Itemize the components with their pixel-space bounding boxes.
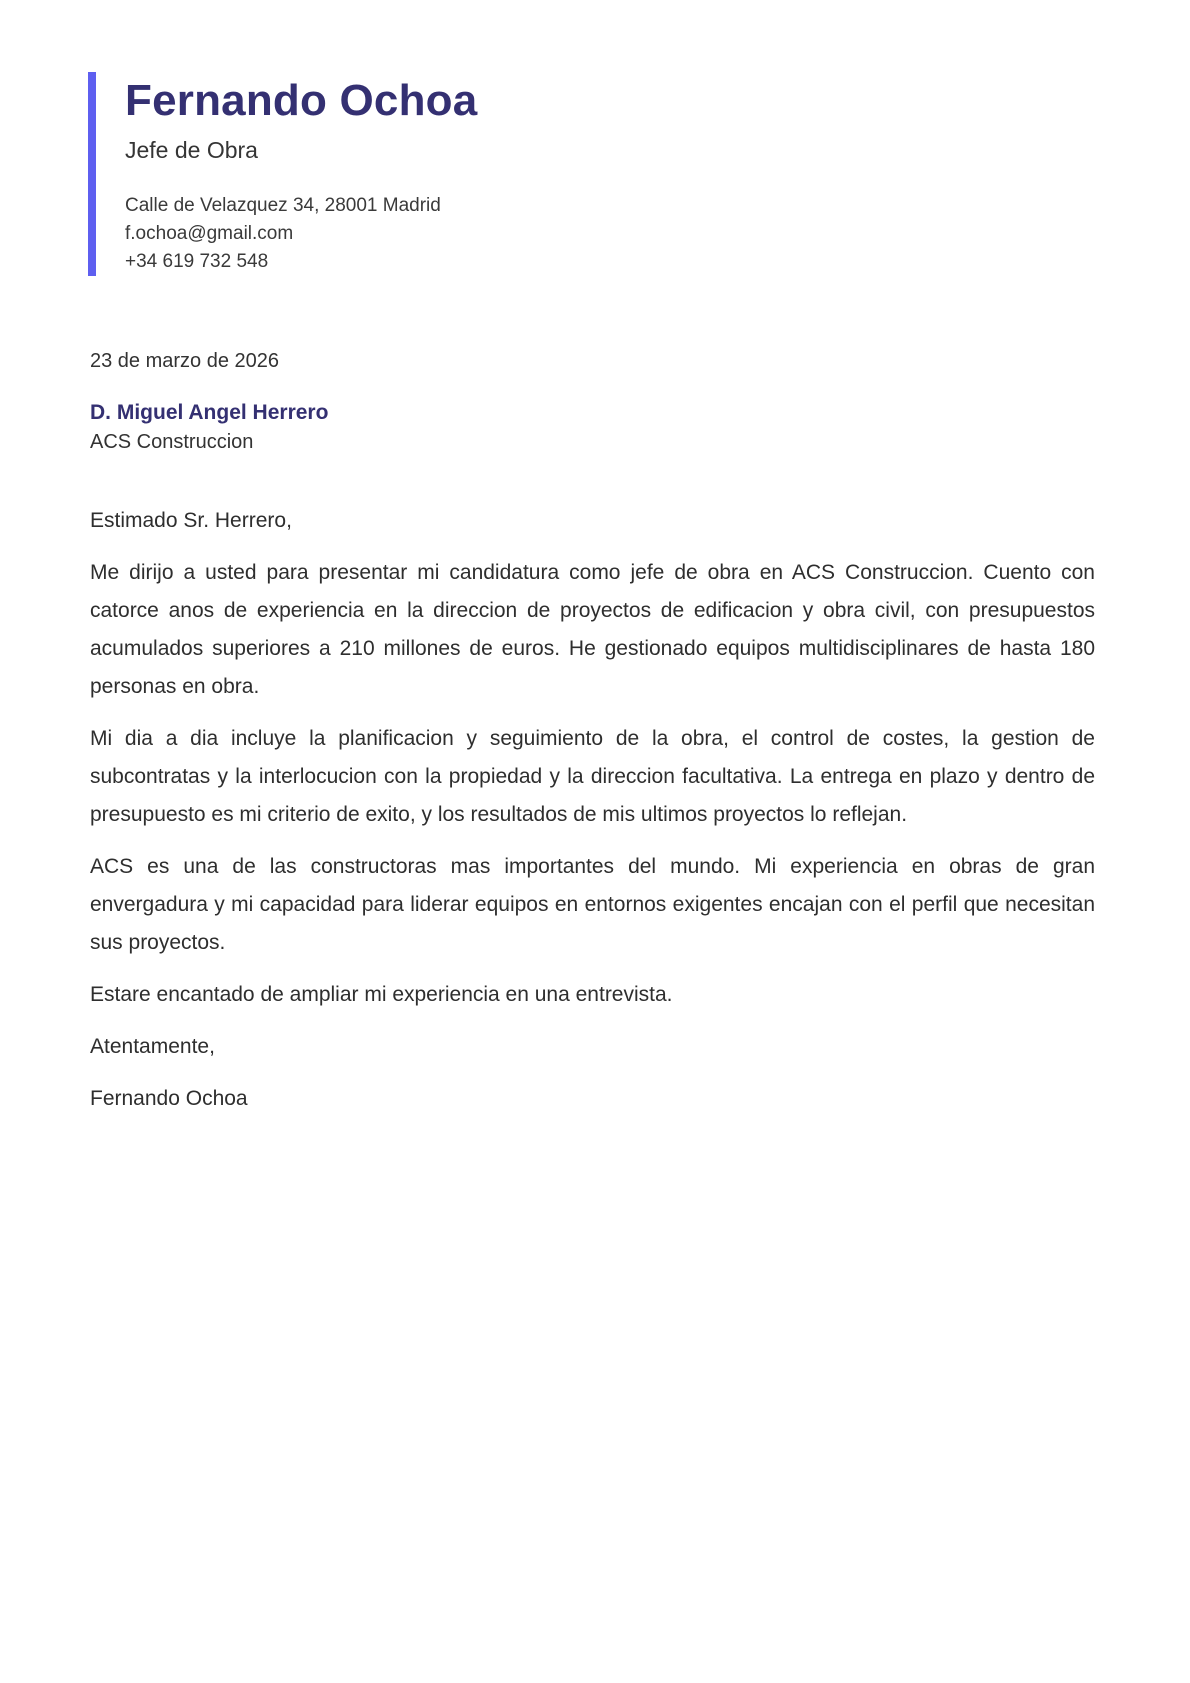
letter-header — [88, 72, 1190, 276]
body-paragraph-1: Me dirijo a usted para presentar mi candidatura como jefe de obra en ACS Construccion. Cuento con catorce anos de experiencia en la direccion de proyectos de edificacion y obra civil, con presupuestos acumulados superiores a 210 millones de euros. He gestionado equipos multidisciplinares de hasta 180 personas en obra. — [90, 560, 1095, 698]
closing: Atentamente, — [90, 1034, 215, 1058]
body-paragraph-3: ACS es una de las constructoras mas importantes del mundo. Mi experiencia en obras de gran envergadura y mi capacidad para liderar equipos en entornos exigentes encajan con el perfil que necesitan sus proyectos. — [90, 854, 1095, 954]
accent-bar — [88, 72, 96, 276]
body-paragraph-4: Estare encantado de ampliar mi experiencia en una entrevista. — [90, 982, 673, 1006]
applicant-name: Fernando Ochoa — [125, 76, 478, 125]
contact-info — [125, 192, 477, 276]
recipient-block — [90, 401, 1095, 454]
recipient-company: ACS Construccion — [90, 430, 254, 453]
contact-email: f.ochoa@gmail.com — [125, 222, 294, 244]
contact-address: Calle de Velazquez 34, 28001 Madrid — [125, 194, 441, 216]
salutation: Estimado Sr. Herrero, — [90, 508, 292, 532]
body-paragraph-2: Mi dia a dia incluye la planificacion y seguimiento de la obra, el control de costes, la gestion de subcontratas y la interlocucion con la propiedad y la direccion facultativa. La entrega en plazo y dentro de presupuesto es mi criterio de exito, y los resultados de mis ultimos proyectos lo reflejan. — [90, 726, 1095, 826]
header-content — [96, 72, 477, 276]
recipient-name: D. Miguel Angel Herrero — [90, 400, 329, 424]
contact-phone: +34 619 732 548 — [125, 250, 269, 272]
job-title: Jefe de Obra — [125, 136, 258, 163]
letter-body — [90, 350, 1095, 1118]
signature-name: Fernando Ochoa — [90, 1086, 248, 1110]
letter-date: 23 de marzo de 2026 — [90, 349, 280, 372]
